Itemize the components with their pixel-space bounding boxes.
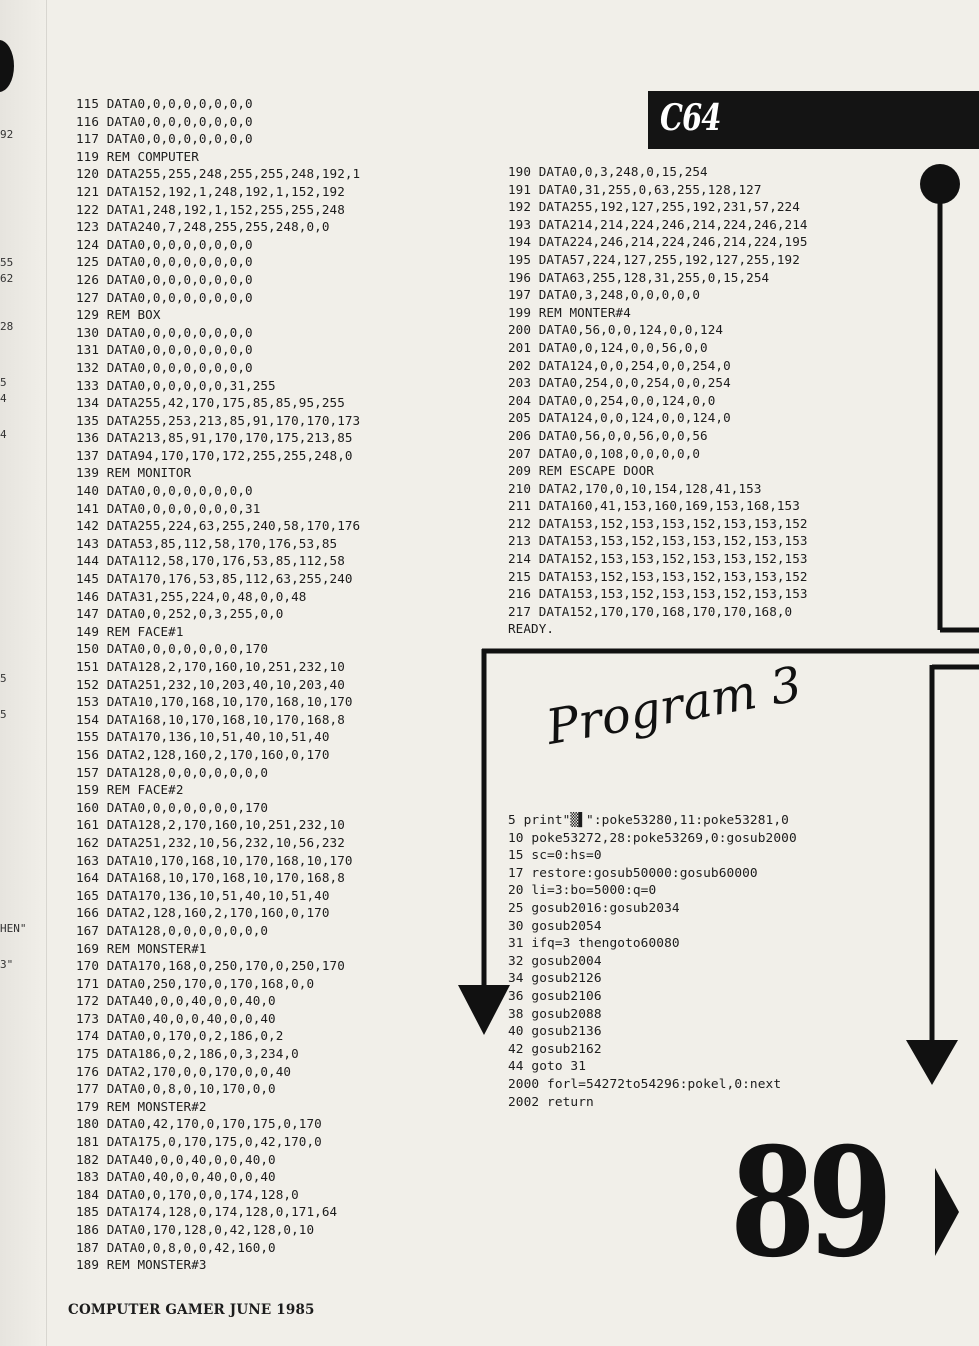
page-arrow-icon (935, 1168, 959, 1256)
code-line: 195 DATA57,224,127,255,192,127,255,192 (508, 251, 800, 267)
code-line: 189 REM MONSTER#3 (76, 1257, 207, 1273)
code-line: 216 DATA153,153,152,153,153,152,153,153 (508, 586, 808, 602)
code-line: 20 li=3:bo=5000:q=0 (508, 883, 657, 899)
code-line: 186 DATA0,170,128,0,42,128,0,10 (76, 1222, 315, 1237)
code-line: 132 DATA0,0,0,0,0,0,0,0 (76, 359, 253, 375)
gutter-fragment: HEN" (0, 922, 27, 935)
code-line: 152 DATA251,232,10,203,40,10,203,40 (76, 676, 345, 692)
footer-credit: COMPUTER GAMER JUNE 1985 (68, 1302, 315, 1318)
section-label: C64 (660, 97, 721, 139)
code-line: 34 gosub2126 (508, 971, 602, 987)
code-line: 151 DATA128,2,170,160,10,251,232,10 (76, 659, 345, 674)
code-line: 146 DATA31,255,224,0,48,0,0,48 (76, 588, 307, 604)
down-arrow-right-icon (906, 1040, 958, 1085)
code-line: 174 DATA0,0,170,0,2,186,0,2 (76, 1028, 284, 1044)
code-line: 173 DATA0,40,0,0,40,0,0,40 (76, 1010, 276, 1026)
code-line: 157 DATA128,0,0,0,0,0,0,0 (76, 764, 269, 780)
code-line: 176 DATA2,170,0,0,170,0,0,40 (76, 1063, 292, 1079)
code-line: 127 DATA0,0,0,0,0,0,0,0 (76, 289, 253, 305)
code-line: 192 DATA255,192,127,255,192,231,57,224 (508, 199, 800, 215)
code-line: 44 goto 31 (508, 1059, 587, 1075)
gutter-fragment: 5 (0, 672, 7, 685)
code-line: 162 DATA251,232,10,56,232,10,56,232 (76, 834, 345, 850)
listing-left-column (76, 95, 360, 1274)
code-line: 116 DATA0,0,0,0,0,0,0,0 (76, 113, 253, 129)
code-line: 40 gosub2136 (508, 1024, 602, 1040)
code-line: 2000 forl=54272to54296:pokel,0:next (508, 1076, 782, 1092)
gutter-fragment: 4 (0, 392, 7, 405)
code-line: 181 DATA175,0,170,175,0,42,170,0 (76, 1134, 322, 1150)
code-line: 139 REM MONITOR (76, 465, 192, 481)
code-line: 202 DATA124,0,0,254,0,0,254,0 (508, 357, 731, 373)
code-line: 129 REM BOX (76, 307, 161, 323)
code-line: 115 DATA0,0,0,0,0,0,0,0 (76, 96, 253, 111)
code-line: 160 DATA0,0,0,0,0,0,0,170 (76, 799, 269, 815)
code-line: 121 DATA152,192,1,248,192,1,152,192 (76, 183, 345, 199)
code-line: 177 DATA0,0,8,0,10,170,0,0 (76, 1081, 276, 1097)
code-line: 136 DATA213,85,91,170,170,175,213,85 (76, 430, 353, 446)
code-line: 137 DATA94,170,170,172,255,255,248,0 (76, 447, 353, 463)
code-line: 145 DATA170,176,53,85,112,63,255,240 (76, 571, 353, 587)
code-line: 124 DATA0,0,0,0,0,0,0,0 (76, 236, 253, 252)
code-line: 131 DATA0,0,0,0,0,0,0,0 (76, 342, 253, 358)
code-line: 133 DATA0,0,0,0,0,0,31,255 (76, 377, 276, 393)
program-title: Program 3 (542, 656, 806, 756)
code-line: 211 DATA160,41,153,160,169,153,168,153 (508, 498, 800, 514)
gutter-fragment: 92 (0, 128, 14, 141)
code-line: 185 DATA174,128,0,174,128,0,171,64 (76, 1204, 338, 1220)
page-number: 89 (730, 1115, 885, 1291)
code-line: 166 DATA2,128,160,2,170,160,0,170 (76, 905, 330, 921)
code-line: 150 DATA0,0,0,0,0,0,0,170 (76, 641, 269, 657)
code-line: 36 gosub2106 (508, 988, 602, 1004)
code-line: 32 gosub2004 (508, 953, 602, 969)
code-line: 169 REM MONSTER#1 (76, 940, 207, 956)
gutter-fragment: 5 (0, 376, 7, 389)
gutter-fragment: 5 (0, 708, 7, 721)
code-line: 193 DATA214,214,224,246,214,224,246,214 (508, 216, 808, 232)
code-line: 201 DATA0,0,124,0,0,56,0,0 (508, 339, 708, 355)
code-line: 159 REM FACE#2 (76, 782, 184, 798)
code-line: 205 DATA124,0,0,124,0,0,124,0 (508, 410, 731, 426)
code-line: 31 ifq=3 thengoto60080 (508, 936, 680, 952)
code-line: 149 REM FACE#1 (76, 623, 184, 639)
code-line: 197 DATA0,3,248,0,0,0,0,0 (508, 287, 701, 303)
code-line: 147 DATA0,0,252,0,3,255,0,0 (76, 606, 284, 622)
code-line: READY. (508, 621, 555, 637)
code-line: 126 DATA0,0,0,0,0,0,0,0 (76, 271, 253, 287)
code-line: 161 DATA128,2,170,160,10,251,232,10 (76, 817, 345, 833)
code-line: 141 DATA0,0,0,0,0,0,0,31 (76, 500, 261, 516)
code-line: 15 sc=0:hs=0 (508, 848, 602, 864)
code-line: 122 DATA1,248,192,1,152,255,255,248 (76, 201, 345, 217)
code-line: 175 DATA186,0,2,186,0,3,234,0 (76, 1046, 299, 1062)
code-line: 117 DATA0,0,0,0,0,0,0,0 (76, 131, 253, 147)
code-line: 134 DATA255,42,170,175,85,85,95,255 (76, 395, 345, 411)
listing-right-column (508, 163, 808, 638)
code-line: 2002 return (508, 1094, 594, 1110)
code-line: 5 print"▒▌":poke53280,11:poke53281,0 (508, 813, 789, 828)
code-line: 214 DATA152,153,153,152,153,153,152,153 (508, 551, 808, 567)
code-line: 191 DATA0,31,255,0,63,255,128,127 (508, 181, 762, 197)
code-line: 183 DATA0,40,0,0,40,0,0,40 (76, 1169, 276, 1185)
code-line: 190 DATA0,0,3,248,0,15,254 (508, 164, 708, 179)
code-line: 153 DATA10,170,168,10,170,168,10,170 (76, 694, 353, 710)
code-line: 42 gosub2162 (508, 1041, 602, 1057)
code-line: 184 DATA0,0,170,0,0,174,128,0 (76, 1186, 299, 1202)
gutter-fragment: 28 (0, 320, 14, 333)
code-line: 182 DATA40,0,0,40,0,0,40,0 (76, 1151, 276, 1167)
code-line: 163 DATA10,170,168,10,170,168,10,170 (76, 852, 353, 868)
code-line: 140 DATA0,0,0,0,0,0,0,0 (76, 483, 253, 499)
code-line: 196 DATA63,255,128,31,255,0,15,254 (508, 269, 770, 285)
code-line: 38 gosub2088 (508, 1006, 602, 1022)
gutter-fragment: 62 (0, 272, 14, 285)
code-line: 142 DATA255,224,63,255,240,58,170,176 (76, 518, 361, 534)
code-line: 194 DATA224,246,214,224,246,214,224,195 (508, 234, 808, 250)
code-line: 187 DATA0,0,8,0,0,42,160,0 (76, 1239, 276, 1255)
code-line: 165 DATA170,136,10,51,40,10,51,40 (76, 887, 330, 903)
code-line: 143 DATA53,85,112,58,170,176,53,85 (76, 535, 338, 551)
code-line: 204 DATA0,0,254,0,0,124,0,0 (508, 392, 716, 408)
code-line: 179 REM MONSTER#2 (76, 1098, 207, 1114)
code-line: 209 REM ESCAPE DOOR (508, 463, 654, 479)
code-line: 170 DATA170,168,0,250,170,0,250,170 (76, 958, 345, 974)
code-line: 199 REM MONTER#4 (508, 304, 631, 320)
code-line: 30 gosub2054 (508, 918, 602, 934)
code-line: 164 DATA168,10,170,168,10,170,168,8 (76, 870, 345, 886)
code-line: 155 DATA170,136,10,51,40,10,51,40 (76, 729, 330, 745)
code-line: 167 DATA128,0,0,0,0,0,0,0 (76, 922, 269, 938)
code-line: 10 poke53272,28:poke53269,0:gosub2000 (508, 830, 797, 846)
code-line: 135 DATA255,253,213,85,91,170,170,173 (76, 412, 361, 428)
code-line: 130 DATA0,0,0,0,0,0,0,0 (76, 324, 253, 340)
code-line: 156 DATA2,128,160,2,170,160,0,170 (76, 746, 330, 762)
code-line: 206 DATA0,56,0,0,56,0,0,56 (508, 427, 708, 443)
code-line: 125 DATA0,0,0,0,0,0,0,0 (76, 254, 253, 270)
code-line: 144 DATA112,58,170,176,53,85,112,58 (76, 553, 345, 569)
gutter-fragment: 3" (0, 958, 14, 971)
code-line: 17 restore:gosub50000:gosub60000 (508, 865, 758, 881)
code-line: 120 DATA255,255,248,255,255,248,192,1 (76, 166, 361, 182)
code-line: 217 DATA152,170,170,168,170,170,168,0 (508, 603, 793, 619)
code-line: 212 DATA153,152,153,153,152,153,153,152 (508, 515, 808, 531)
down-arrow-left-icon (458, 985, 510, 1035)
code-line: 203 DATA0,254,0,0,254,0,0,254 (508, 375, 731, 391)
code-line: 154 DATA168,10,170,168,10,170,168,8 (76, 711, 345, 727)
code-line: 213 DATA153,153,152,153,153,152,153,153 (508, 533, 808, 549)
code-line: 172 DATA40,0,0,40,0,0,40,0 (76, 993, 276, 1009)
code-line: 171 DATA0,250,170,0,170,168,0,0 (76, 975, 315, 991)
code-line: 123 DATA240,7,248,255,255,248,0,0 (76, 219, 330, 235)
code-line: 25 gosub2016:gosub2034 (508, 900, 680, 916)
code-line: 200 DATA0,56,0,0,124,0,0,124 (508, 322, 724, 338)
code-line: 207 DATA0,0,108,0,0,0,0,0 (508, 445, 701, 461)
code-line: 119 REM COMPUTER (76, 148, 199, 164)
gutter-fragment: 55 (0, 256, 14, 269)
program3-listing (508, 812, 797, 1111)
code-line: 180 DATA0,42,170,0,170,175,0,170 (76, 1116, 322, 1132)
code-line: 215 DATA153,152,153,153,152,153,153,152 (508, 568, 808, 584)
gutter-fragment: 4 (0, 428, 7, 441)
code-line: 210 DATA2,170,0,10,154,128,41,153 (508, 480, 762, 496)
